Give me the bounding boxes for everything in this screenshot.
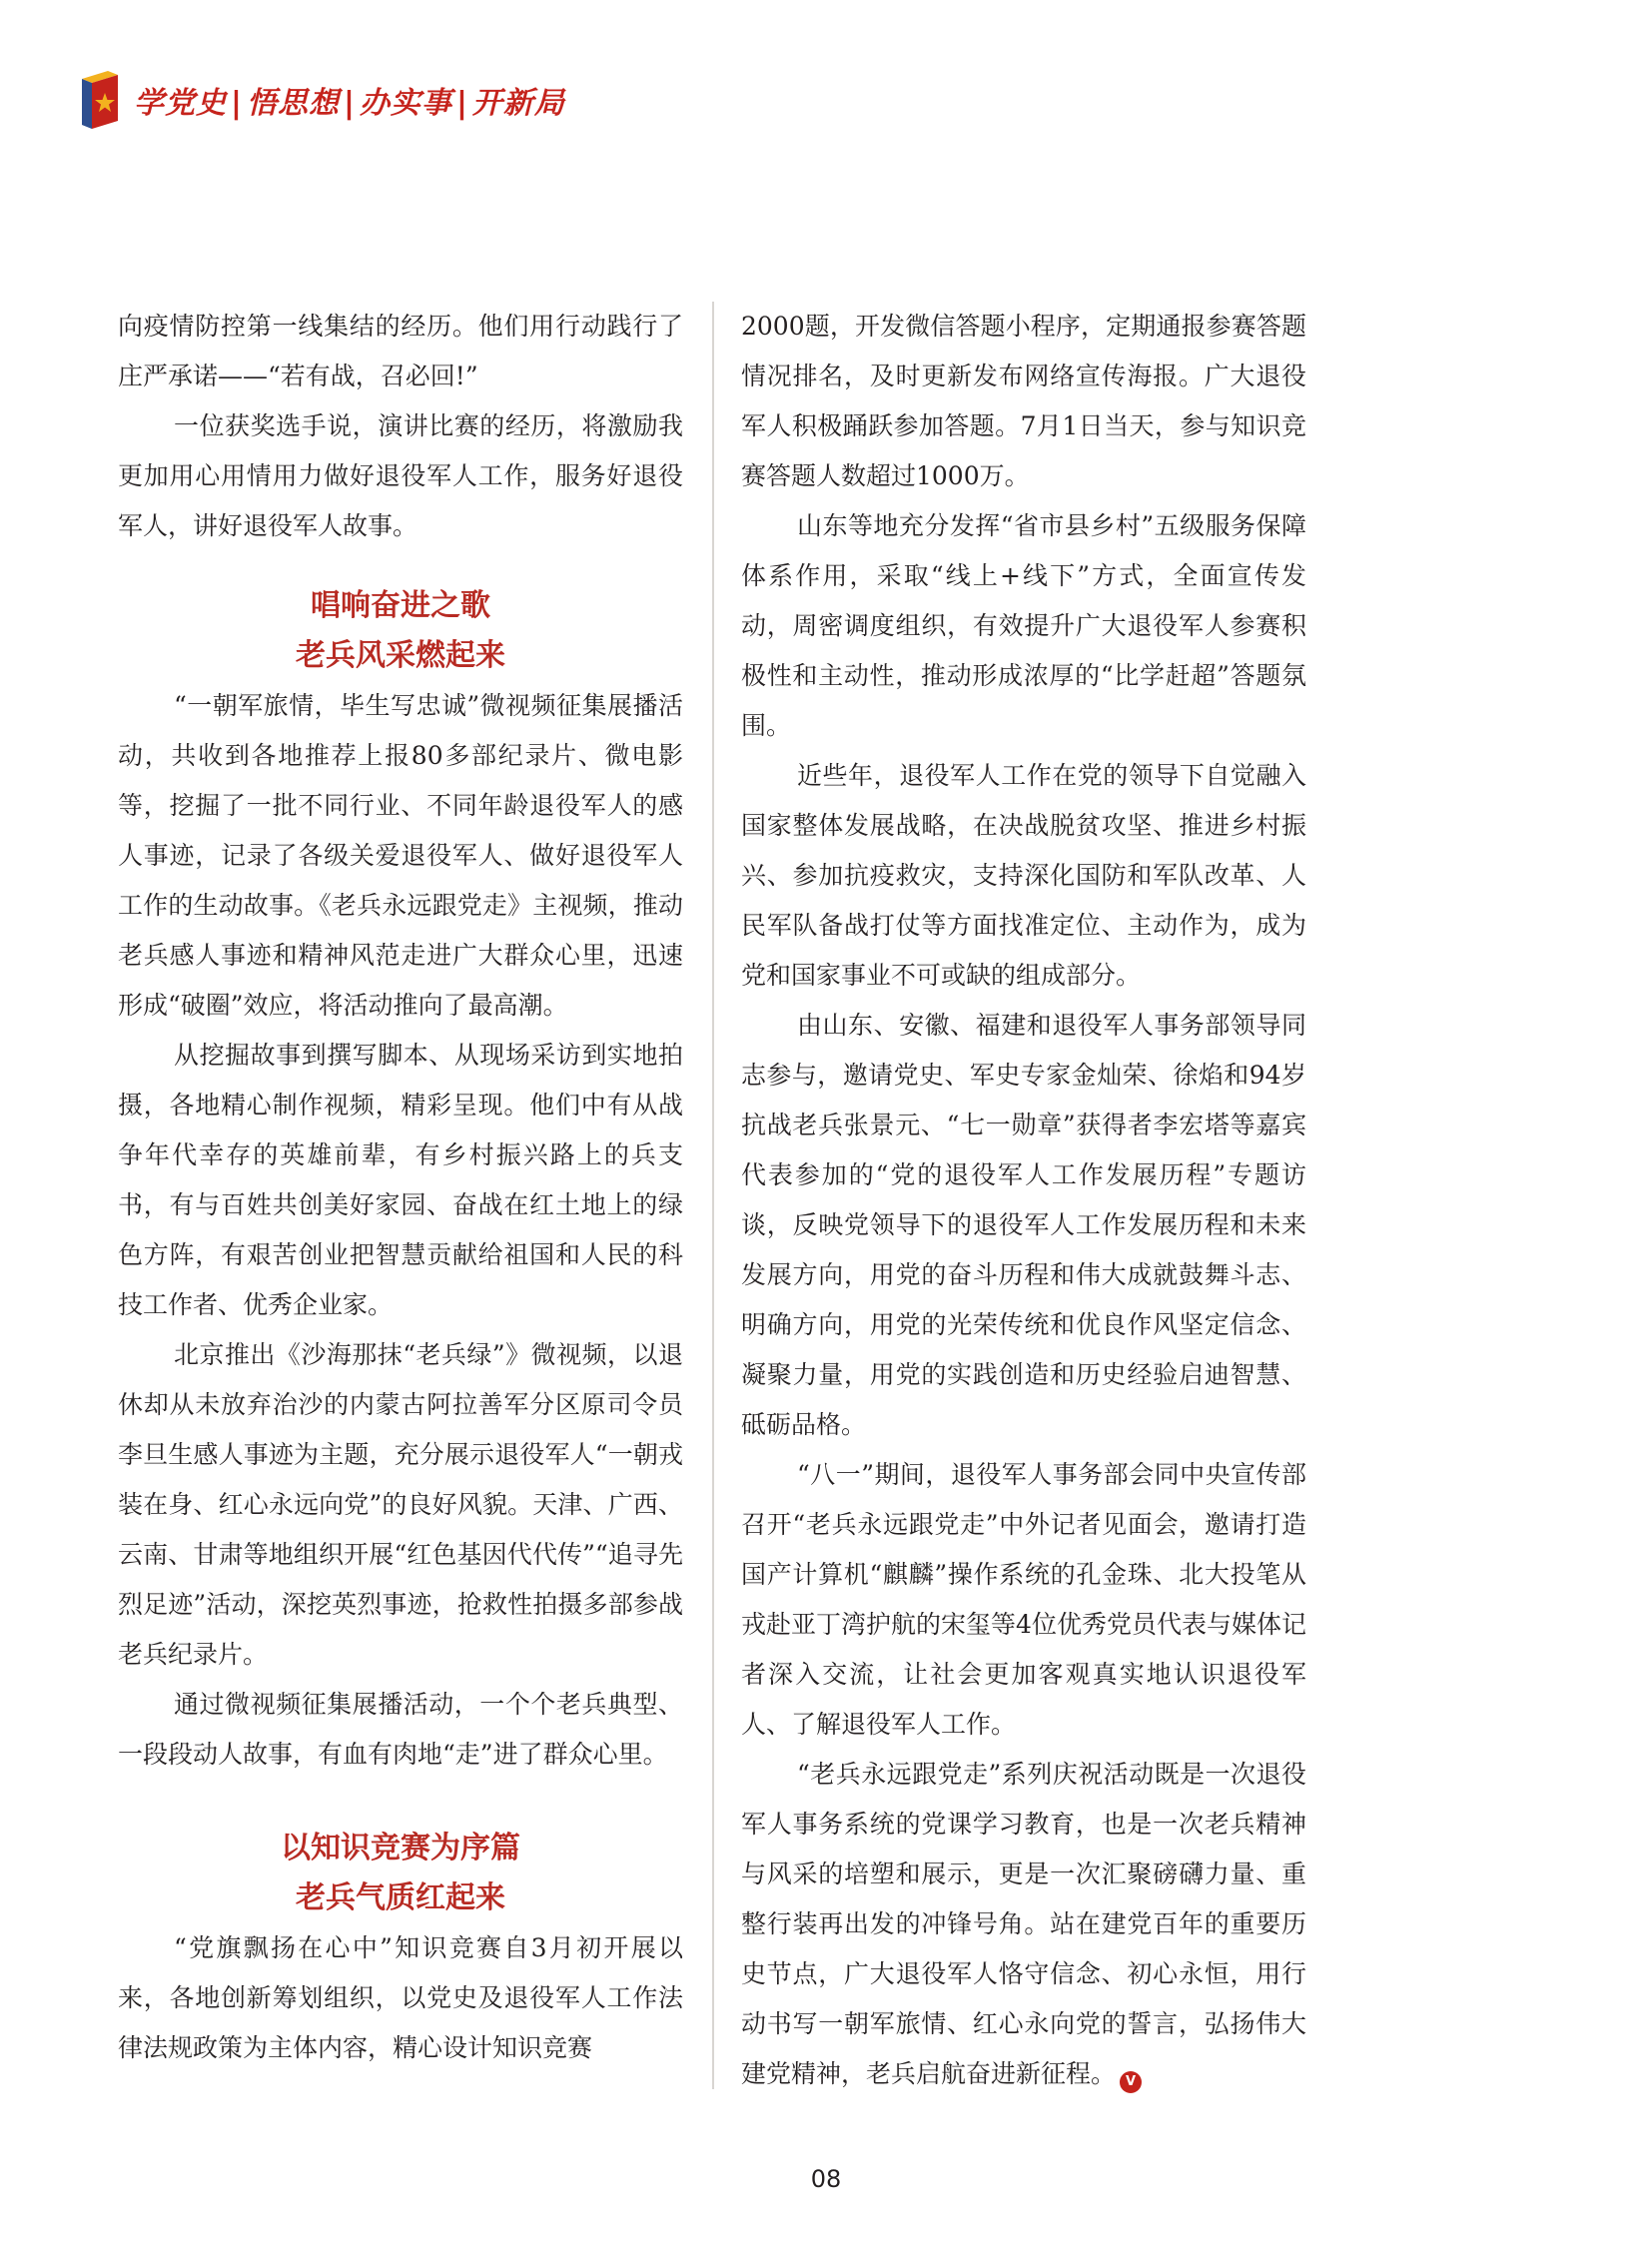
header-segment-3: 办实事 bbox=[359, 86, 452, 121]
header-separator: | bbox=[231, 86, 243, 121]
paragraph: 近些年，退役军人工作在党的领导下自觉融入国家整体发展战略，在决战脱贫攻坚、推进乡村振兴、参加抗疫救灾，支持深化国防和军队改革、人民军队备战打仗等方面找准定位、主动作为，成为党和国家事业不可或缺的组成部分。 bbox=[741, 761, 1306, 990]
paragraph: 从挖掘故事到撰写脚本、从现场采访到实地拍摄，各地精心制作视频，精彩呈现。他们中有从战争年代幸存的英雄前辈，有乡村振兴路上的兵支书，有与百姓共创美好家园、奋战在红土地上的绿色方阵，有艰苦创业把智慧贡献给祖国和人民的科技工作者、优秀企业家。 bbox=[118, 1041, 683, 1319]
paragraph: 2000题，开发微信答题小程序，定期通报参赛答题情况排名，及时更新发布网络宣传海报。广大退役军人积极踊跃参加答题。7月1日当天，参与知识竞赛答题人数超过1000万。 bbox=[741, 312, 1306, 490]
left-column bbox=[118, 302, 683, 2073]
header-segment-2: 悟思想 bbox=[246, 86, 340, 121]
header-segment-4: 开新局 bbox=[471, 86, 565, 121]
header-separator: | bbox=[343, 86, 356, 121]
paragraph: 由山东、安徽、福建和退役军人事务部领导同志参与，邀请党史、军史专家金灿荣、徐焰和94岁抗战老兵张景元、“七一勋章”获得者李宏塔等嘉宾代表参加的“党的退役军人工作发展历程”专题访谈，反映党领导下的退役军人工作发展历程和未来发展方向，用党的奋斗历程和伟大成就鼓舞斗志、明确方向，用党的光荣传统和优良作风坚定信念、凝聚力量，用党的实践创造和历史经验启迪智慧、砥砺品格。 bbox=[741, 1011, 1306, 1439]
column-divider bbox=[712, 302, 714, 2089]
section-heading-line2: 老兵风采燃起来 bbox=[296, 638, 505, 673]
right-column bbox=[741, 302, 1306, 2099]
page-number: 08 bbox=[810, 2165, 842, 2193]
paragraph: “一朝军旅情，毕生写忠诚”微视频征集展播活动，共收到各地推荐上报80多部纪录片、微电影等，挖掘了一批不同行业、不同年龄退役军人的感人事迹，记录了各级关爱退役军人、做好退役军人工作的生动故事。《老兵永远跟党走》主视频，推动老兵感人事迹和精神风范走进广大群众心里，迅速形成“破圈”效应，将活动推向了最高潮。 bbox=[118, 691, 683, 1020]
header-separator: | bbox=[455, 86, 468, 121]
book-logo-icon bbox=[78, 69, 122, 131]
section-heading-line2: 老兵气质红起来 bbox=[296, 1880, 505, 1915]
header-title bbox=[134, 78, 565, 122]
paragraph: “八一”期间，退役军人事务部会同中央宣传部召开“老兵永远跟党走”中外记者见面会，邀请打造国产计算机“麒麟”操作系统的孔金珠、北大投笔从戎赴亚丁湾护航的宋玺等4位优秀党员代表与媒体记者深入交流，让社会更加客观真实地认识退役军人、了解退役军人工作。 bbox=[741, 1460, 1306, 1739]
section-heading-line1: 以知识竞赛为序篇 bbox=[281, 1831, 520, 1866]
paragraph: 山东等地充分发挥“省市县乡村”五级服务保障体系作用，采取“线上+线下”方式，全面宣传发动，周密调度组织，有效提升广大退役军人参赛积极性和主动性，推动形成浓厚的“比学赶超”答题氛围。 bbox=[741, 511, 1306, 740]
paragraph: 向疫情防控第一线集结的经历。他们用行动践行了庄严承诺——“若有战，召必回!” bbox=[118, 312, 683, 390]
paragraph-text: “老兵永远跟党走”系列庆祝活动既是一次退役军人事务系统的党课学习教育，也是一次老兵精神与风采的培塑和展示，更是一次汇聚磅礴力量、重整行装再出发的冲锋号角。站在建党百年的重要历史节点，广大退役军人恪守信念、初心永恒，用行动书写一朝军旅情、红心永向党的誓言，弘扬伟大建党精神，老兵启航奋进新征程。 bbox=[741, 1760, 1306, 2088]
section-heading-line1: 唱响奋进之歌 bbox=[311, 588, 490, 623]
paragraph-final bbox=[741, 1750, 1306, 2099]
paragraph: 一位获奖选手说，演讲比赛的经历，将激励我更加用心用情用力做好退役军人工作，服务好退役军人，讲好退役军人故事。 bbox=[118, 411, 683, 540]
paragraph: 通过微视频征集展播活动，一个个老兵典型、一段段动人故事，有血有肉地“走”进了群众心里。 bbox=[118, 1690, 683, 1769]
header-segment-1: 学党史 bbox=[134, 86, 227, 121]
end-mark-icon: V bbox=[1120, 2071, 1142, 2093]
paragraph: “党旗飘扬在心中”知识竞赛自3月初开展以来，各地创新筹划组织，以党史及退役军人工作法律法规政策为主体内容，精心设计知识竞赛 bbox=[118, 1933, 683, 2062]
paragraph: 北京推出《沙海那抹“老兵绿”》微视频，以退休却从未放弃治沙的内蒙古阿拉善军分区原司令员李旦生感人事迹为主题，充分展示退役军人“一朝戎装在身、红心永远向党”的良好风貌。天津、广西、云南、甘肃等地组织开展“红色基因代代传”“追寻先烈足迹”活动，深挖英烈事迹，抢救性拍摄多部参战老兵纪录片。 bbox=[118, 1340, 683, 1669]
page-header bbox=[78, 68, 565, 132]
